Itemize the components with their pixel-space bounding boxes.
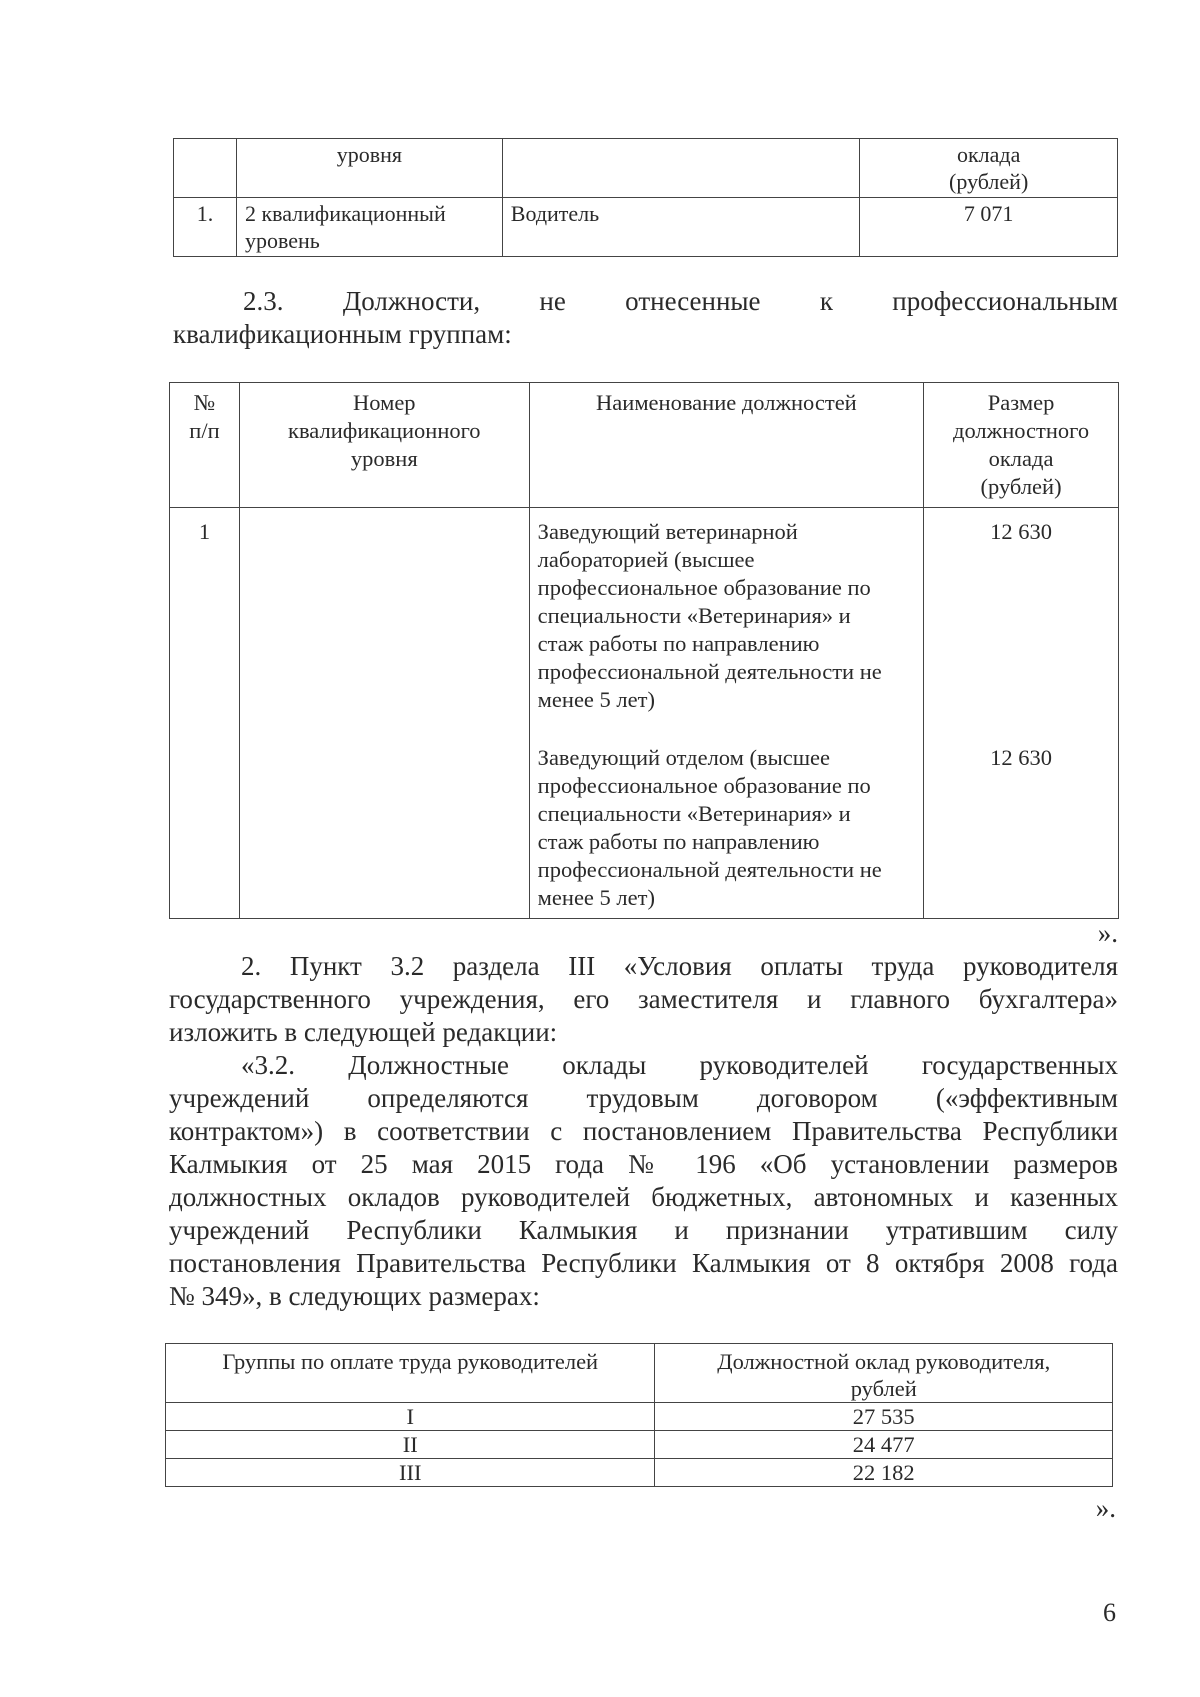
quote-line: должностных окладов руководителей бюджетных, автономных и казенных — [169, 1182, 1118, 1212]
header-group: Группы по оплате труда руководителей — [166, 1344, 655, 1403]
row-number: 1 — [170, 508, 240, 919]
position-names — [529, 508, 923, 919]
header-level-cont: уровня — [236, 139, 502, 198]
salary-value: 7 071 — [860, 198, 1118, 257]
quote-line: контрактом») в соответствии с постановлением Правительства Республики — [169, 1116, 1118, 1146]
table-row — [166, 1431, 1113, 1459]
position-2: Заведующий отделом (высшее профессиональное образование по специальности «Ветеринария» и стаж работы по направлению профессиональной деятельности не менее 5 лет) — [537, 745, 882, 910]
closing-quote: ». — [1097, 918, 1118, 948]
page-number: 6 — [1103, 1598, 1116, 1627]
salary-values — [924, 508, 1119, 919]
header-position-name: Наименование должностей — [529, 383, 923, 508]
table-continuation — [173, 138, 1118, 257]
section-2-3-heading — [173, 285, 1118, 351]
heading-line-2: квалификационным группам: — [173, 319, 512, 349]
salary-cell: 22 182 — [655, 1459, 1113, 1487]
quote-line: постановления Правительства Республики Калмыкия от 8 октября 2008 года — [169, 1248, 1118, 1278]
position-name: Водитель — [502, 198, 860, 257]
table-row — [166, 1459, 1113, 1487]
table-row — [166, 1403, 1113, 1431]
qualification-level: 2 квалификационный уровень — [236, 198, 502, 257]
header-salary: Должностной оклад руководителя, рублей — [655, 1344, 1113, 1403]
quote-line: № 349», в следующих размерах: — [169, 1281, 540, 1311]
table-header-row — [166, 1344, 1113, 1403]
clause-2 — [169, 950, 1118, 1313]
header-salary: Размер должностного оклада (рублей) — [924, 383, 1119, 508]
header-number: № п/п — [170, 383, 240, 508]
heading-line-1: 2.3. Должности, не отнесенные к профессиональным — [243, 286, 1118, 316]
group-cell: II — [166, 1431, 655, 1459]
salary-cell: 27 535 — [655, 1403, 1113, 1431]
clause-2-line: государственного учреждения, его заместителя и главного бухгалтера» — [169, 984, 1118, 1014]
clause-2-line: 2. Пункт 3.2 раздела III «Условия оплаты труда руководителя — [241, 951, 1118, 981]
group-cell: I — [166, 1403, 655, 1431]
table-row — [174, 198, 1118, 257]
table-row — [174, 139, 1118, 198]
salary-cell: 24 477 — [655, 1431, 1113, 1459]
position-1: Заведующий ветеринарной лабораторией (высшее профессиональное образование по специальности «Ветеринария» и стаж работы по направлению профессиональной деятельности не менее 5 лет) — [537, 519, 882, 712]
quote-line: учреждений Республики Калмыкия и признании утратившим силу — [169, 1215, 1118, 1245]
quote-line: Калмыкия от 25 мая 2015 года № 196 «Об установлении размеров — [169, 1149, 1118, 1179]
table-groups — [165, 1343, 1113, 1487]
quote-line: «3.2. Должностные оклады руководителей государственных — [241, 1050, 1118, 1080]
qualification-level-empty — [239, 508, 529, 919]
row-number: 1. — [174, 198, 237, 257]
clause-2-line: изложить в следующей редакции: — [169, 1017, 558, 1047]
table-header-row — [170, 383, 1119, 508]
closing-quote: ». — [1095, 1493, 1116, 1523]
header-level: Номер квалификационного уровня — [239, 383, 529, 508]
salary-value: 12 630 — [990, 519, 1052, 544]
group-cell: III — [166, 1459, 655, 1487]
quote-line: учреждений определяются трудовым договором («эффективным — [169, 1083, 1118, 1113]
header-salary-cont: оклада (рублей) — [860, 139, 1118, 198]
salary-value: 12 630 — [990, 745, 1052, 770]
table-row — [170, 508, 1119, 919]
table-positions — [169, 382, 1119, 919]
